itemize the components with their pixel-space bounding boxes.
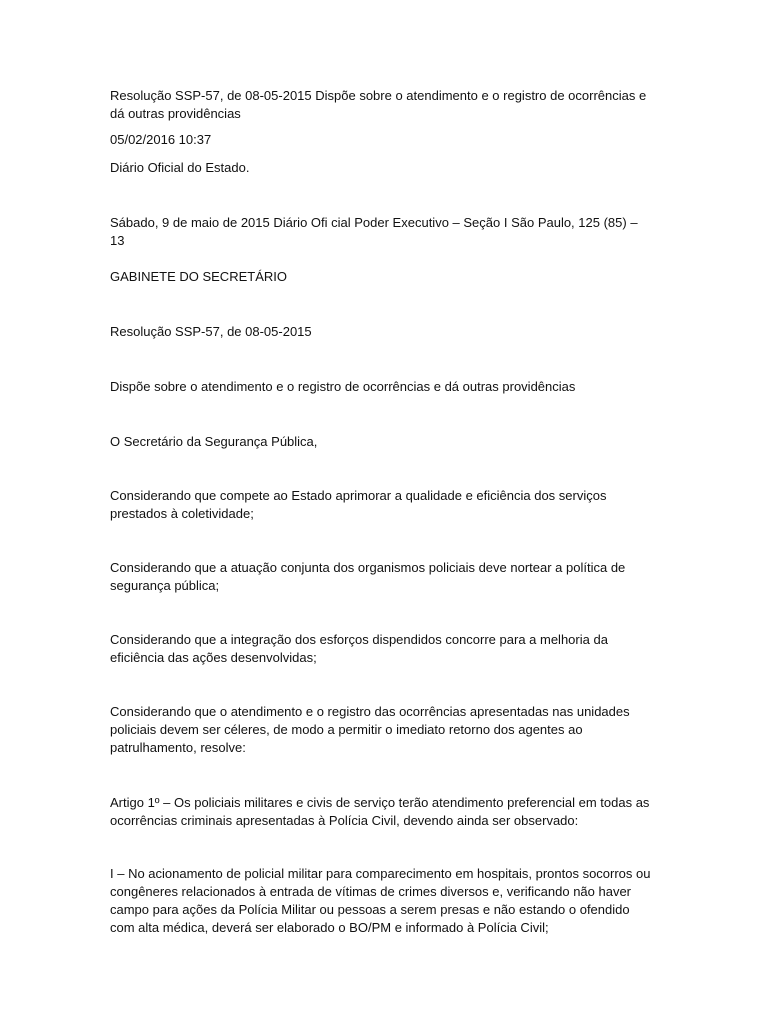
resolution-heading: Resolução SSP-57, de 08-05-2015 xyxy=(110,324,312,339)
item-i-paragraph: I – No acionamento de policial militar para comparecimento em hospitais, prontos socorros ou congêneres relacionados à entrada de vítimas de crimes diversos e, verificando não haver campo para ações da Polícia Militar ou pessoas a serem presas e não estando o ofendido com alta médica, deverá ser elaborado o BO/PM e informado à Polícia Civil; xyxy=(110,866,651,935)
department-heading: GABINETE DO SECRETÁRIO xyxy=(110,269,287,284)
article-1-paragraph: Artigo 1º – Os policiais militares e civis de serviço terão atendimento preferencial em todas as ocorrências criminais apresentadas à Polícia Civil, devendo ainda ser observado: xyxy=(110,795,650,828)
publication-source: Diário Oficial do Estado. xyxy=(110,160,250,175)
document-title-line: Resolução SSP-57, de 08-05-2015 Dispõe sobre o atendimento e o registro de ocorrências e dá outras providências xyxy=(110,88,647,121)
consideration-paragraph: Considerando que a integração dos esforços dispendidos concorre para a melhoria da eficiência das ações desenvolvidas; xyxy=(110,632,608,665)
publication-datetime: 05/02/2016 10:37 xyxy=(110,132,212,147)
consideration-paragraph: Considerando que a atuação conjunta dos organismos policiais deve nortear a política de segurança pública; xyxy=(110,560,626,593)
gazette-header-line: Sábado, 9 de maio de 2015 Diário Ofi cial Poder Executivo – Seção I São Paulo, 125 (85) – 13 xyxy=(110,215,638,248)
consideration-paragraph: Considerando que compete ao Estado aprimorar a qualidade e eficiência dos serviços prestados à coletividade; xyxy=(110,488,607,521)
resolution-subject: Dispõe sobre o atendimento e o registro de ocorrências e dá outras providências xyxy=(110,379,576,394)
addressee-line: O Secretário da Segurança Pública, xyxy=(110,434,318,449)
consideration-paragraph: Considerando que o atendimento e o registro das ocorrências apresentadas nas unidades policiais devem ser céleres, de modo a permitir o imediato retorno dos agentes ao patrulhamento, resolve: xyxy=(110,704,630,755)
